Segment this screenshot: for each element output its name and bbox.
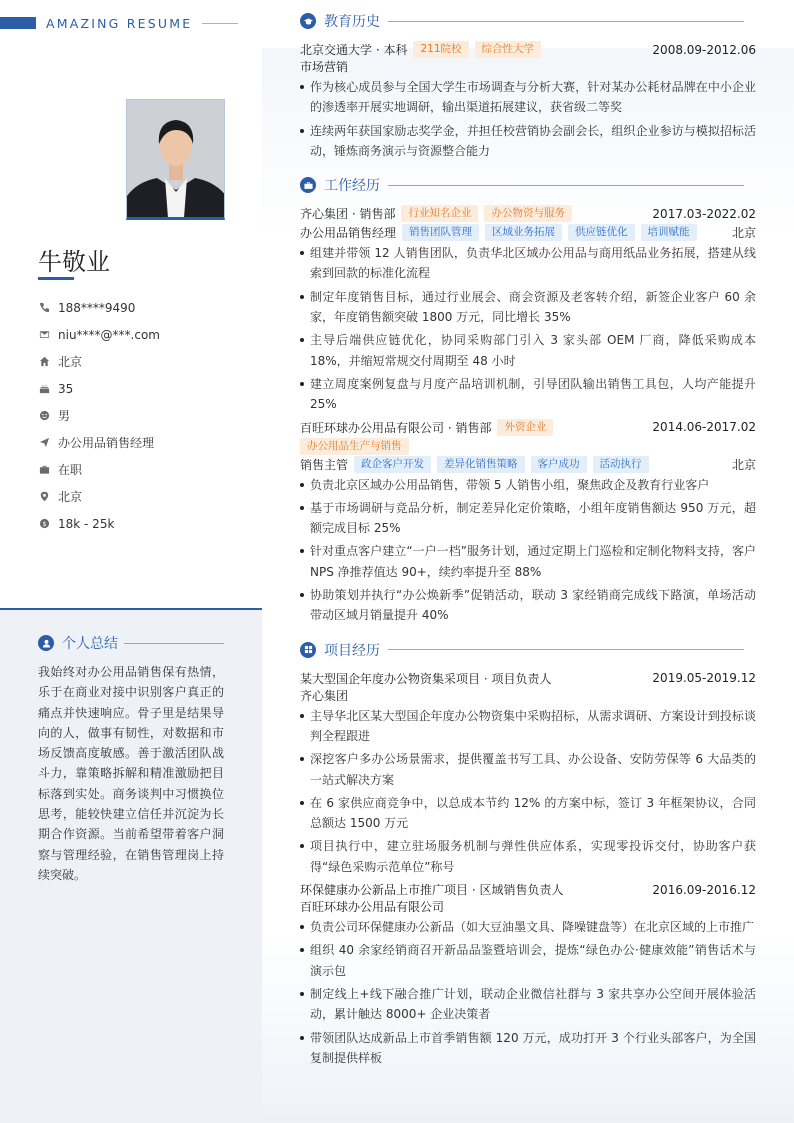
- bullet-item: 负责公司环保健康办公新品（如大豆油墨文具、降噪键盘等）在北京区域的上市推广: [300, 917, 756, 937]
- mail-icon: [38, 329, 50, 341]
- work-heading: [300, 174, 756, 196]
- school-tag: 综合性大学: [475, 41, 542, 58]
- info-email: [38, 321, 160, 348]
- bullet-item: 作为核心成员参与全国大学生市场调查与分析大赛，针对某办公耗材品牌在中小企业的渗透率开展实地调研，输出渠道拓展建议，获省级二等奖: [300, 77, 756, 118]
- info-position-text: 办公用品销售经理: [58, 436, 155, 450]
- company-name: 百旺环球办公用品有限公司 · 销售部: [300, 420, 492, 435]
- company-tag: 办公物资与服务: [484, 205, 572, 222]
- info-residence: [38, 348, 160, 375]
- company-tag: 外资企业: [497, 419, 553, 436]
- work-header-row: [300, 204, 756, 223]
- bullet-item: 主导后端供应链优化，协同采购部门引入 3 家头部 OEM 厂商，降低采购成本 18%，并缩短常规交付周期至 48 小时: [300, 330, 756, 371]
- skill-tag: 供应链优化: [568, 224, 635, 241]
- cake-icon: [38, 383, 50, 395]
- skill-tag: 区域业务拓展: [485, 224, 562, 241]
- work-entry: [300, 418, 756, 626]
- education-header-row: [300, 40, 756, 59]
- project-bullets: [300, 706, 756, 877]
- work-role-row: [300, 455, 756, 474]
- brand-line: [202, 23, 238, 24]
- bullet-item: 基于市场调研与竞品分析，制定差异化定价策略，小组年度销售额达 950 万元，超额完成目标 25%: [300, 498, 756, 539]
- info-status: [38, 456, 160, 483]
- summary-heading: [38, 633, 224, 653]
- info-age: [38, 375, 160, 402]
- education-date: 2008.09-2012.06: [652, 42, 756, 57]
- briefcase-icon: [300, 177, 316, 193]
- skill-tag: 客户成功: [531, 456, 587, 473]
- info-gender-text: 男: [58, 409, 71, 423]
- send-icon: [38, 437, 50, 449]
- info-phone: [38, 294, 160, 321]
- face-icon: [38, 410, 50, 422]
- bullet-item: 组建并带领 12 人销售团队，负责华北区域办公用品与商用纸品业务拓展，搭建从线索到回款的标准化流程: [300, 243, 756, 284]
- graduation-cap-icon: [300, 13, 316, 29]
- job-role: 销售主管: [300, 457, 349, 472]
- school-tag: 211院校: [413, 41, 468, 58]
- work-bullets: [300, 243, 756, 414]
- contact-info-list: [38, 294, 160, 537]
- education-title: 教育历史: [324, 14, 380, 30]
- education-divider: [388, 21, 744, 22]
- money-icon: [38, 518, 50, 530]
- skill-tag: 销售团队管理: [402, 224, 479, 241]
- project-name: 某大型国企年度办公物资集采项目 · 项目负责人: [300, 671, 552, 686]
- name-underline: [38, 277, 74, 280]
- work-city: 北京: [731, 457, 756, 472]
- project-bullets: [300, 917, 756, 1068]
- info-position: [38, 429, 160, 456]
- project-name: 环保健康办公新品上市推广项目 · 区域销售负责人: [300, 883, 564, 898]
- bullet-item: 针对重点客户建立“一户一档”服务计划，通过定期上门巡检和定制化物料支持，客户 NPS 净推荐值达 90+，续约率提升至 88%: [300, 541, 756, 582]
- work-entry: [300, 204, 756, 414]
- bullet-item: 协助策划并执行“办公焕新季”促销活动，联动 3 家经销商完成线下路演，单场活动带动区域月销量提升 40%: [300, 585, 756, 626]
- summary-title: 个人总结: [62, 636, 118, 652]
- info-salary: [38, 510, 160, 537]
- project-date: 2019.05-2019.12: [652, 671, 756, 686]
- brand-bar: [0, 17, 36, 29]
- education-bullets: [300, 77, 756, 161]
- project-org: 百旺环球办公用品有限公司: [300, 900, 445, 915]
- skill-tag: 差异化销售策略: [437, 456, 525, 473]
- projects-title: 项目经历: [324, 642, 380, 659]
- info-target-city-text: 北京: [58, 490, 83, 504]
- skill-tag: 活动执行: [593, 456, 649, 473]
- bullet-item: 项目执行中，建立驻场服务机制与弹性供应体系，实现零投诉交付，协助客户获得“绿色采购示范单位”称号: [300, 836, 756, 877]
- work-divider: [388, 185, 744, 186]
- bullet-item: 在 6 家供应商竞争中，以总成本节约 12% 的方案中标，签订 3 年框架协议，合同总额达 1500 万元: [300, 793, 756, 834]
- portrait-illustration: [127, 100, 225, 218]
- bullet-item: 制定线上+线下融合推广计划，联动企业微信社群与 3 家共享办公空间开展体验活动，累计触达 8000+ 企业决策者: [300, 984, 756, 1025]
- projects-divider: [388, 649, 744, 650]
- info-salary-text: 18k - 25k: [58, 516, 115, 531]
- company-tag-row: [300, 438, 756, 455]
- education-entry: [300, 40, 756, 161]
- company-name: 齐心集团 · 销售部: [300, 207, 396, 222]
- work-header-row: [300, 418, 756, 437]
- skill-tag: 培训赋能: [641, 224, 697, 241]
- brand-text: AMAZING RESUME: [46, 15, 193, 31]
- projects-heading: [300, 639, 756, 661]
- work-role-row: [300, 223, 756, 242]
- user-icon: [38, 635, 54, 651]
- job-role: 办公用品销售经理: [300, 226, 397, 241]
- bullet-item: 连续两年获国家励志奖学金，并担任校营销协会副会长，组织企业参访与模拟招标活动，锤炼商务演示与资源整合能力: [300, 121, 756, 162]
- bullet-item: 主导华北区某大型国企年度办公物资集中采购招标，从需求调研、方案设计到投标谈判全程跟进: [300, 706, 756, 747]
- info-gender: [38, 402, 160, 429]
- school-name: 北京交通大学 · 本科: [300, 43, 408, 57]
- main-content: [300, 10, 756, 1071]
- home-icon: [38, 356, 50, 368]
- info-residence-text: 北京: [58, 355, 83, 369]
- bullet-item: 组织 40 余家经销商召开新品品鉴暨培训会，提炼“绿色办公·健康效能”销售话术与演示包: [300, 940, 756, 981]
- work-city: 北京: [731, 226, 756, 241]
- location-icon: [38, 491, 50, 503]
- project-entry: [300, 669, 756, 877]
- phone-icon: [38, 302, 50, 314]
- bullet-item: 制定年度销售目标，通过行业展会、商会资源及老客转介绍，新签企业客户 60 余家，年度销售额突破 1800 万元，同比增长 35%: [300, 287, 756, 328]
- project-org: 齐心集团: [300, 688, 349, 703]
- info-age-text: 35: [58, 381, 74, 396]
- project-entry: [300, 880, 756, 1068]
- bullet-item: 负责北京区域办公用品销售，带领 5 人销售小组，聚焦政企及教育行业客户: [300, 475, 756, 495]
- work-date: 2017.03-2022.02: [652, 206, 756, 221]
- company-tag: 办公用品生产与销售: [300, 438, 409, 455]
- bullet-item: 带领团队达成新品上市首季销售额 120 万元，成功打开 3 个行业头部客户，为全国复制提供样板: [300, 1028, 756, 1069]
- brand-header: [0, 15, 262, 31]
- project-header-row: [300, 880, 756, 899]
- briefcase-icon: [38, 464, 50, 476]
- education-heading: [300, 10, 756, 32]
- svg-text:$: $: [41, 519, 47, 528]
- work-date: 2014.06-2017.02: [652, 420, 756, 435]
- info-phone-text: 188****9490: [58, 300, 136, 315]
- bullet-item: 深挖客户多办公场景需求，提供覆盖书写工具、办公设备、安防劳保等 6 大品类的一站式解决方案: [300, 749, 756, 790]
- company-tag: 行业知名企业: [401, 205, 478, 222]
- profile-name: 牛敬业: [38, 248, 110, 276]
- profile-photo: [126, 99, 225, 220]
- project-header-row: [300, 669, 756, 688]
- project-date: 2016.09-2016.12: [652, 882, 756, 897]
- info-status-text: 在职: [58, 463, 83, 477]
- info-email-text: niu****@***.com: [58, 327, 160, 342]
- info-target-city: [38, 483, 160, 510]
- bullet-item: 建立周度案例复盘与月度产品培训机制，引导团队输出销售工具包，人均产能提升 25%: [300, 374, 756, 415]
- skill-tag: 政企客户开发: [354, 456, 431, 473]
- summary-divider: [124, 643, 224, 644]
- education-major: 市场营销: [300, 60, 349, 74]
- work-bullets: [300, 475, 756, 626]
- summary-text: 我始终对办公用品销售保有热情，乐于在商业对接中识别客户真正的痛点并快速响应。骨子里是结果导向的人，做事有韧性，对数据和市场反馈高度敏感。善于激活团队战斗力，靠策略拆解和精准激励把目标落到实处。商务谈判中习惯换位思考，能较快建立信任并沉淀为长期合作资源。当前希望带着客户洞察与管理经验，在销售管理岗上持续突破。: [38, 665, 224, 882]
- grid-icon: [300, 642, 316, 658]
- work-title: 工作经历: [324, 178, 380, 195]
